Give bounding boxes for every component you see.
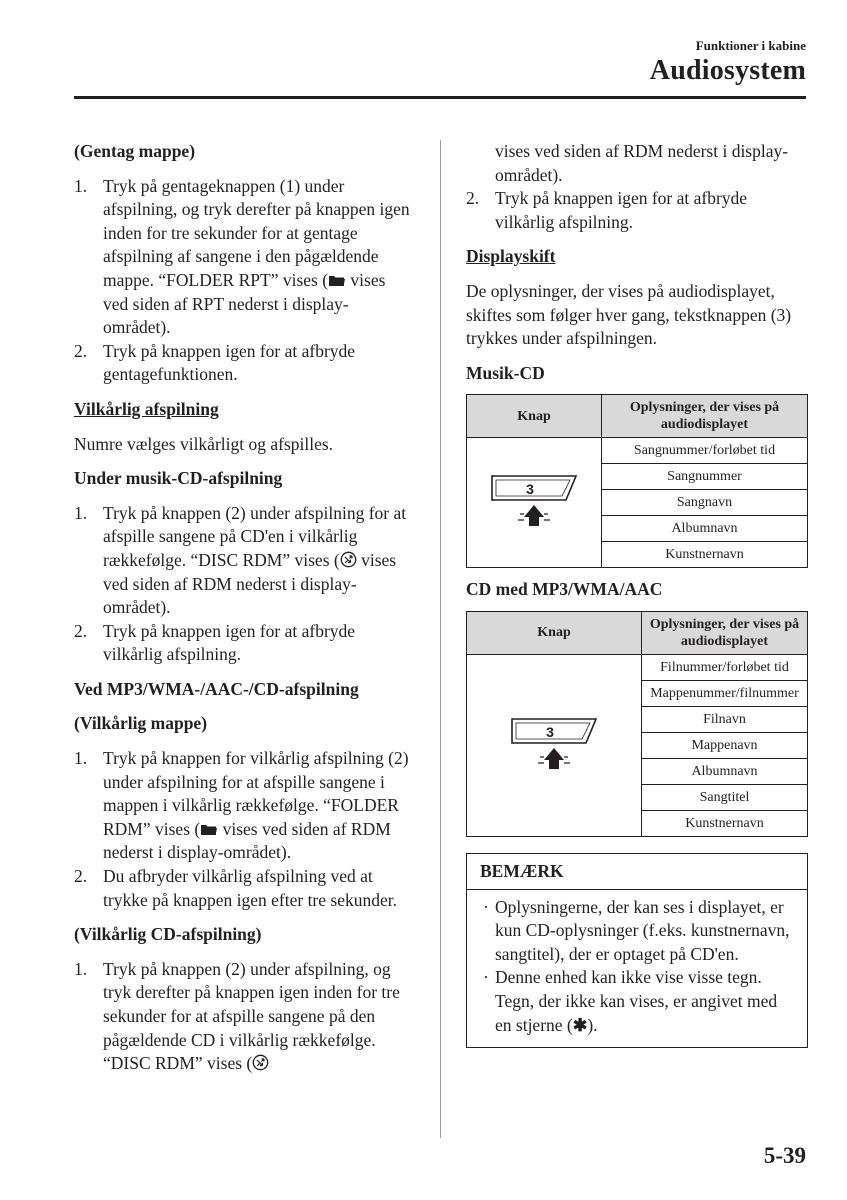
header-rule — [74, 96, 806, 99]
step-text-cont: vises ved siden af RDM nederst i display-området). — [103, 549, 397, 618]
list-item — [74, 958, 414, 1076]
table-cell: Sangtitel — [642, 784, 808, 810]
step-number: 1. — [74, 502, 88, 523]
table-header-button: Knap — [467, 395, 602, 438]
step-text: Du afbryder vilkårlig afspilning ved at trykke på knappen igen efter tre sekunder. — [103, 866, 397, 910]
gentag-mappe-steps — [74, 175, 414, 387]
list-item — [74, 747, 414, 865]
table-cell: Albumnavn — [602, 516, 808, 542]
text-button-3-icon — [484, 468, 584, 532]
table-cell: Sangnavn — [602, 490, 808, 516]
displayskift-text: De oplysninger, der vises på audiodisplayet, skiftes som følger hver gang, tekstknappen (3) trykkes under afspilningen. — [466, 280, 792, 349]
step-text: Tryk på gentageknappen (1) under afspilning, og tryk derefter på knappen igen inden for tre sekunder for at gentage afspilning af sangene i den pågældende mappe. “FOLDER RPT” vises ( — [103, 175, 410, 290]
table1-caption: Musik-CD — [466, 362, 545, 383]
list-item — [466, 187, 808, 234]
header-section: Funktioner i kabine — [695, 38, 806, 53]
button-3-cell — [467, 438, 602, 568]
step-number: 2. — [74, 866, 88, 887]
heading-musik-cd: Under musik-CD-afspilning — [74, 468, 283, 489]
table-header-info: Oplysninger, der vises på audiodisplayet — [642, 611, 808, 654]
table-cell: Kunstnernavn — [602, 542, 808, 568]
button-label: 3 — [526, 481, 534, 498]
vilkaarlig-text: Numre vælges vilkårligt og afspilles. — [74, 433, 334, 454]
table-mp3 — [466, 611, 808, 837]
table-cell: Mappenummer/filnummer — [642, 680, 808, 706]
table-header-button: Knap — [467, 611, 642, 654]
table-cell: Mappenavn — [642, 732, 808, 758]
step-number: 1. — [74, 748, 88, 769]
list-item — [74, 620, 414, 667]
heading-gentag-mappe: (Gentag mappe) — [74, 141, 196, 161]
step-number: 2. — [74, 620, 88, 641]
bullet: · — [483, 967, 489, 988]
step-text: Tryk på knappen for vilkårlig afspilning (2) under afspilning for at afspille sangene i mappen i vilkårlig rækkefølge. “FOLDER RDM” vises ( — [103, 748, 409, 839]
table-cell: Sangnummer/forløbet tid — [602, 438, 808, 464]
step-text-cont: vises ved siden af RDM nederst i display-området). — [103, 818, 391, 863]
star-icon: ✱ — [572, 1014, 588, 1035]
list-item — [74, 340, 414, 387]
list-item — [74, 502, 414, 620]
left-column — [74, 140, 414, 1076]
note-heading: BEMÆRK — [467, 854, 807, 890]
continued-text: vises ved siden af RDM nederst i display-området). — [495, 141, 789, 185]
step-text: Tryk på knappen igen for at afbryde gentagefunktionen. — [103, 340, 356, 385]
list-item — [74, 865, 414, 912]
step-number: 1. — [74, 175, 88, 196]
heading-mp3: Ved MP3/WMA-/AAC-/CD-afspilning — [74, 678, 359, 699]
musik-cd-steps — [74, 502, 414, 667]
table-cell: Sangnummer — [602, 464, 808, 490]
page-title: Audiosystem — [649, 55, 806, 86]
table-cell: Kunstnernavn — [642, 810, 808, 836]
list-item — [74, 175, 414, 340]
continued-steps — [466, 187, 808, 234]
column-divider — [440, 140, 441, 1138]
page-number: 5-39 — [763, 1143, 806, 1168]
step-text: Tryk på knappen igen for at afbryde vilkårlig afspilning. — [103, 620, 356, 665]
step-text: Tryk på knappen igen for at afbryde vilkårlig afspilning. — [495, 188, 748, 232]
note-text: Oplysningerne, der kan ses i displayet, er kun CD-oplysninger (f.eks. kunstnernavn, sangtitel), der er optaget på CD'en. — [495, 896, 790, 964]
vilk-cd-steps — [74, 958, 414, 1076]
note-item — [481, 896, 794, 967]
step-number: 1. — [74, 958, 88, 979]
random-disc-icon — [340, 551, 357, 568]
table-cell: Filnavn — [642, 706, 808, 732]
step-number: 2. — [74, 340, 88, 361]
random-disc-icon — [252, 1054, 269, 1071]
text-button-3-icon — [504, 711, 604, 775]
note-item — [481, 966, 794, 1037]
button-3-cell — [467, 654, 642, 836]
note-text-end: ). — [587, 1014, 598, 1035]
bullet: · — [483, 896, 489, 917]
mp3-steps — [74, 747, 414, 912]
heading-vilkaarlig-mappe: (Vilkårlig mappe) — [74, 713, 208, 734]
step-text-cont: vises ved siden af RPT nederst i display-området). — [103, 269, 386, 338]
table-musik-cd — [466, 394, 808, 568]
step-number: 2. — [466, 188, 480, 209]
step-text: Tryk på knappen (2) under afspilning for at afspille sangene på CD'en i vilkårlig rækkefølge. “DISC RDM” vises ( — [103, 502, 407, 570]
folder-icon — [328, 274, 346, 287]
button-label: 3 — [546, 723, 554, 740]
right-column — [466, 140, 808, 1048]
folder-icon — [200, 823, 218, 836]
heading-vilkaarlig-cd: (Vilkårlig CD-afspilning) — [74, 924, 262, 945]
note-box — [466, 853, 808, 1048]
step-text: Tryk på knappen (2) under afspilning, og tryk derefter på knappen igen inden for tre sekunder for at afspille sangene på den pågældende CD i vilkårlig rækkefølge. “DISC RDM” vises ( — [103, 958, 400, 1074]
table-cell: Albumnavn — [642, 758, 808, 784]
table2-caption: CD med MP3/WMA/AAC — [466, 579, 663, 600]
note-text: Denne enhed kan ikke vise visse tegn. Tegn, der ikke kan vises, er angivet med en stjerne ( — [495, 967, 778, 1035]
heading-vilkaarlig: Vilkårlig afspilning — [74, 398, 219, 419]
heading-displayskift: Displayskift — [466, 246, 556, 267]
table-cell: Filnummer/forløbet tid — [642, 654, 808, 680]
table-header-info: Oplysninger, der vises på audiodisplayet — [602, 395, 808, 438]
